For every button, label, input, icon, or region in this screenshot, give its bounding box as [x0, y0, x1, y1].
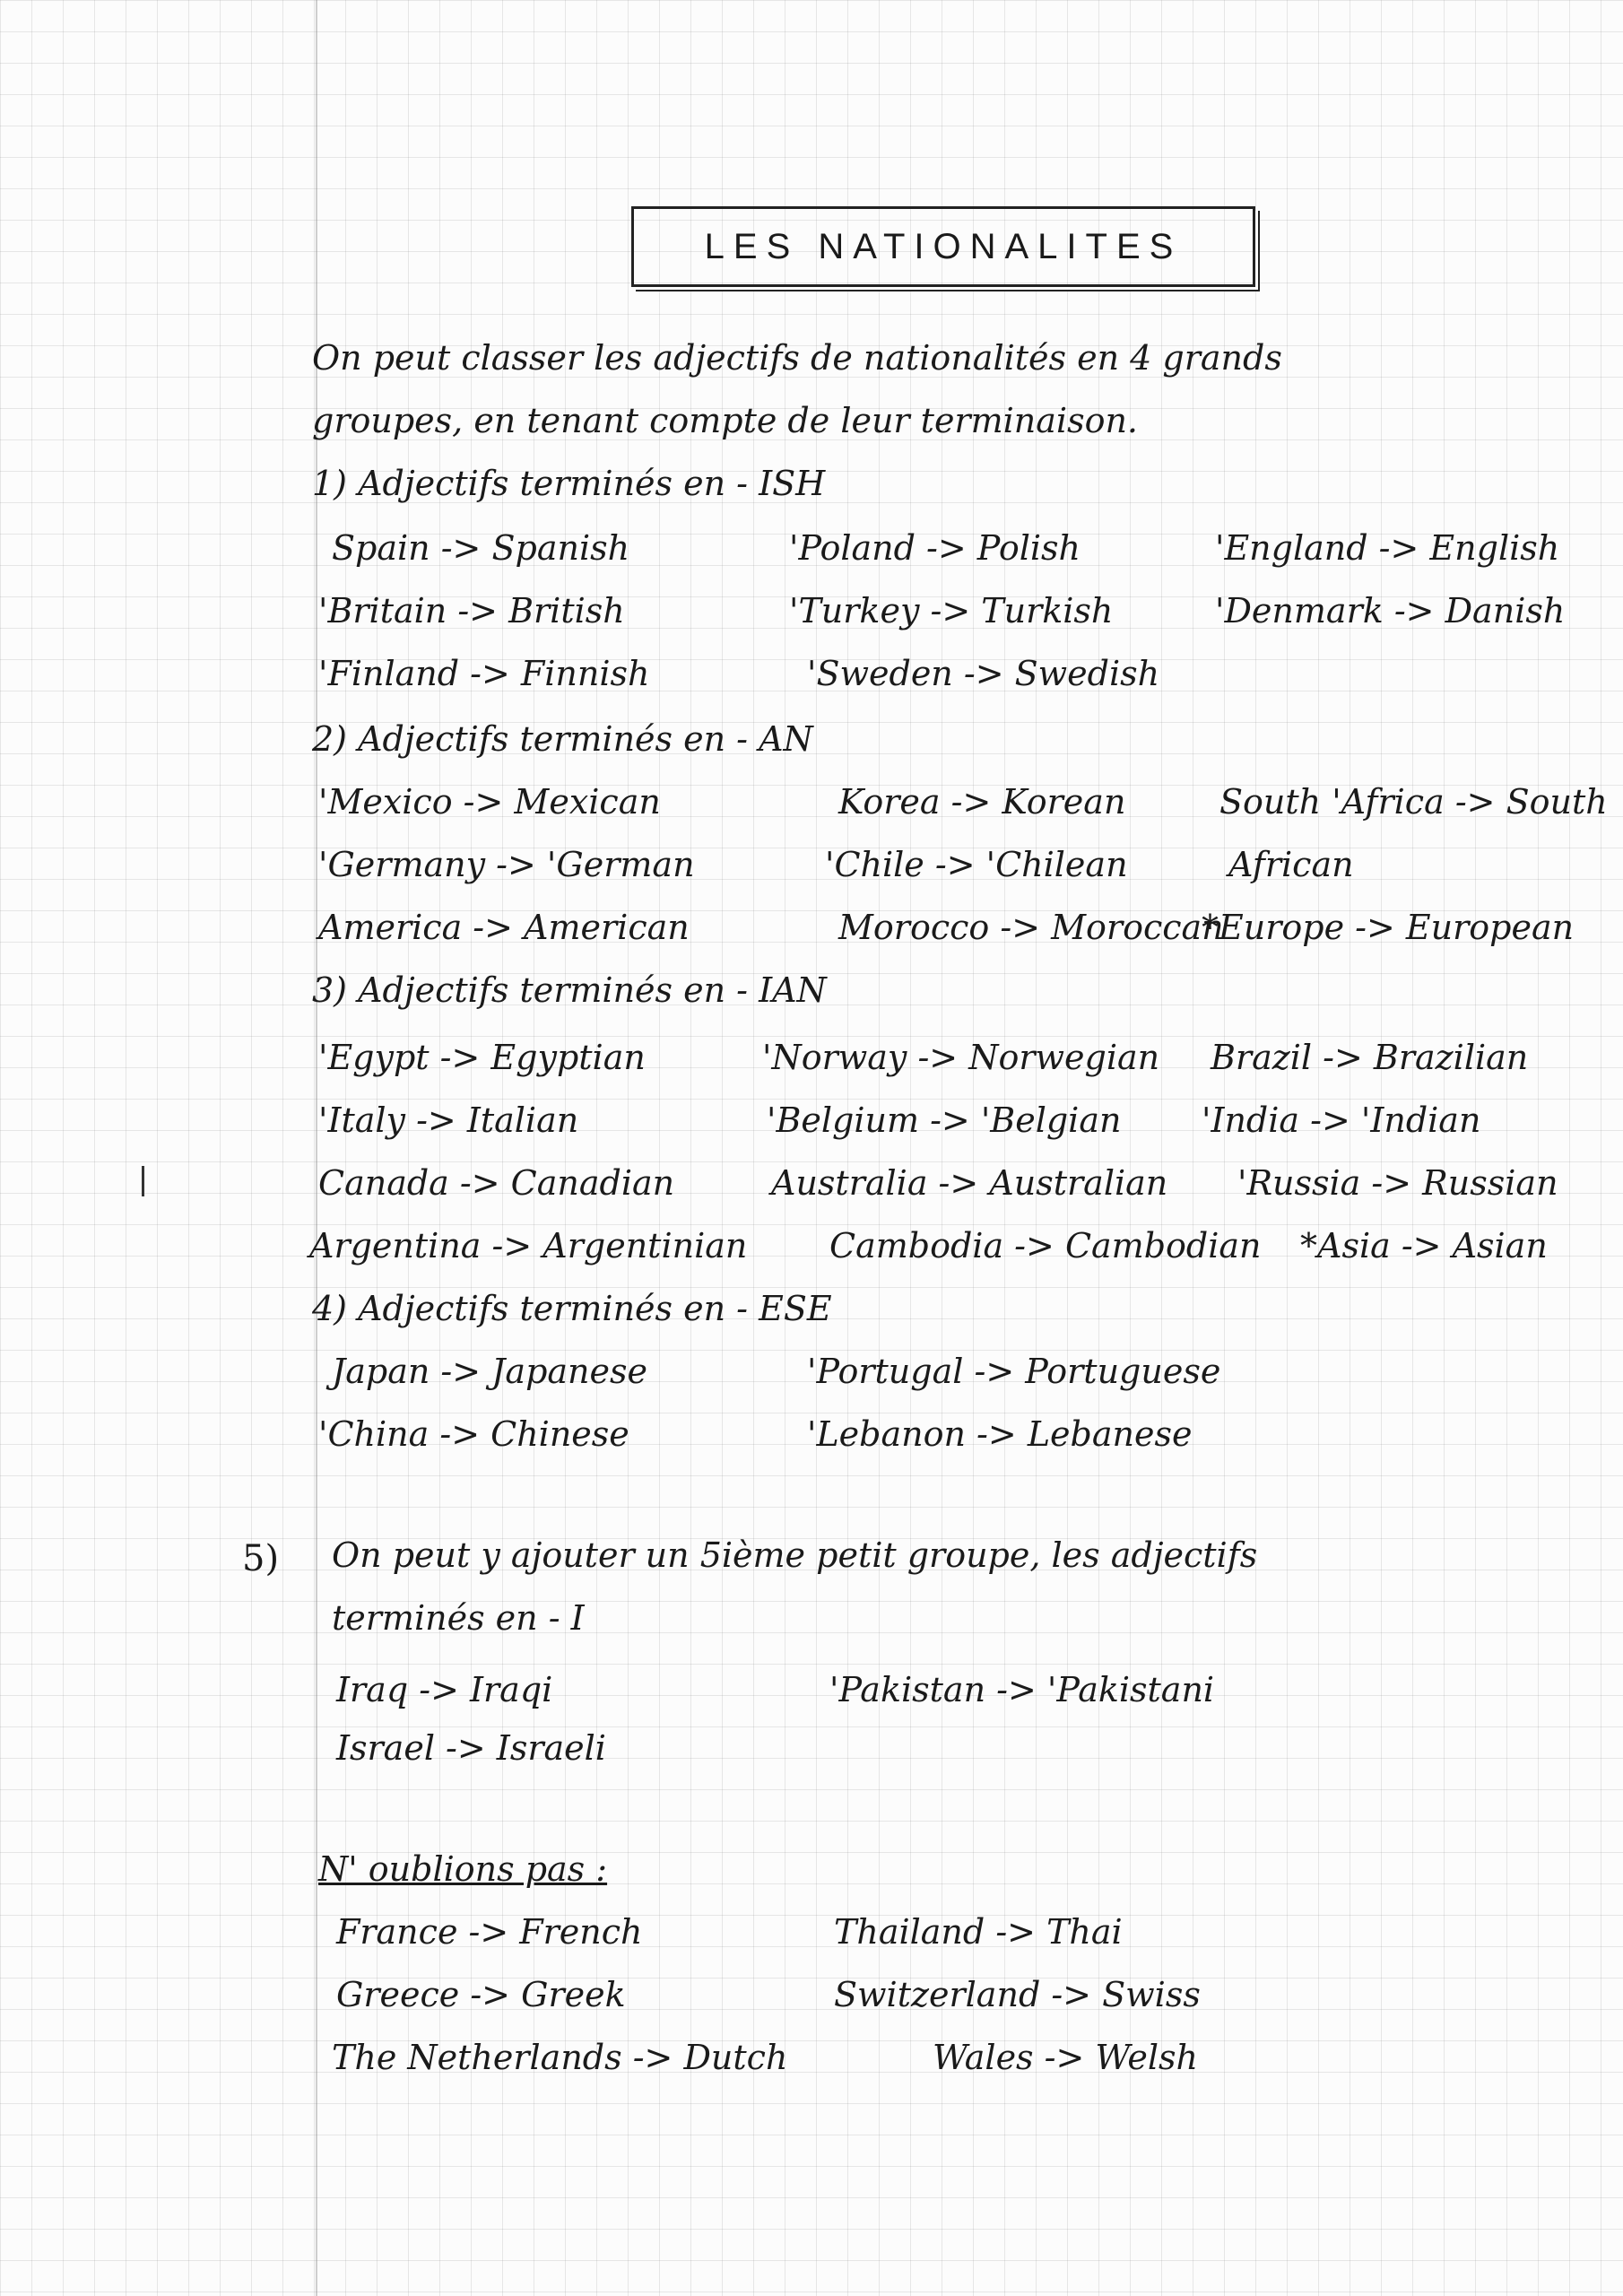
list-item: Switzerland -> Swiss	[834, 1975, 1201, 2014]
list-item: Greece -> Greek	[336, 1975, 626, 2014]
list-item: Spain -> Spanish	[332, 528, 630, 568]
list-item: Wales -> Welsh	[933, 2038, 1198, 2077]
list-item: The Netherlands -> Dutch	[332, 2038, 788, 2077]
section-4-heading: 4) Adjectifs terminés en - ESE	[312, 1289, 832, 1328]
list-item: 'Russia -> Russian	[1237, 1163, 1558, 1203]
list-item: Australia -> Australian	[771, 1163, 1168, 1203]
list-item: 'Denmark -> Danish	[1215, 591, 1566, 631]
intro-line-2: groupes, en tenant compte de leur terminaison.	[312, 401, 1138, 440]
list-item: South 'Africa -> South	[1219, 782, 1608, 822]
section-2-heading: 2) Adjectifs terminés en - AN	[312, 719, 813, 759]
section-5-number: 5)	[242, 1538, 280, 1579]
section-5-line-2: terminés en - I	[332, 1598, 585, 1638]
list-item: 'Turkey -> Turkish	[789, 591, 1114, 631]
list-item: Argentina -> Argentinian	[309, 1226, 748, 1265]
list-item: 'Britain -> British	[318, 591, 625, 631]
list-item: 'Italy -> Italian	[318, 1100, 579, 1140]
list-item: 'India -> 'Indian	[1202, 1100, 1481, 1140]
section-1-heading: 1) Adjectifs terminés en - ISH	[312, 464, 826, 503]
list-item: 'Lebanon -> Lebanese	[807, 1414, 1193, 1454]
list-item: 'Finland -> Finnish	[318, 654, 650, 693]
list-item: France -> French	[336, 1912, 643, 1952]
section-3-heading: 3) Adjectifs terminés en - IAN	[312, 970, 827, 1010]
list-item: 'China -> Chinese	[318, 1414, 629, 1454]
list-item: Korea -> Korean	[838, 782, 1126, 822]
list-item: 'Portugal -> Portuguese	[807, 1352, 1221, 1391]
list-item: Thailand -> Thai	[834, 1912, 1123, 1952]
intro-line-1: On peut classer les adjectifs de nationalités en 4 grands	[312, 338, 1282, 378]
list-item: 'Germany -> 'German	[318, 845, 695, 884]
list-item: 'Mexico -> Mexican	[318, 782, 661, 822]
list-item: Japan -> Japanese	[332, 1352, 648, 1391]
reminder-heading: N' oublions pas :	[318, 1849, 608, 1889]
list-item: 'Chile -> 'Chilean	[825, 845, 1128, 884]
list-item: 'Pakistan -> 'Pakistani	[829, 1670, 1215, 1709]
list-item: Morocco -> Moroccan	[838, 908, 1224, 947]
list-item: Brazil -> Brazilian	[1211, 1038, 1529, 1077]
list-item: *Europe -> European	[1202, 908, 1575, 947]
list-item: 'Norway -> Norwegian	[762, 1038, 1160, 1077]
stray-pen-mark	[142, 1166, 144, 1196]
list-item: *Asia -> Asian	[1300, 1226, 1548, 1265]
list-item: Canada -> Canadian	[318, 1163, 675, 1203]
list-item: 'Belgium -> 'Belgian	[767, 1100, 1122, 1140]
list-item: 'Poland -> Polish	[789, 528, 1081, 568]
list-item: 'Sweden -> Swedish	[807, 654, 1160, 693]
page-title: LES NATIONALITES	[631, 206, 1255, 287]
list-item: 'England -> English	[1215, 528, 1560, 568]
list-item: Cambodia -> Cambodian	[829, 1226, 1262, 1265]
list-item: Israel -> Israeli	[336, 1728, 606, 1768]
list-item: Iraq -> Iraqi	[336, 1670, 553, 1709]
list-item: 'Egypt -> Egyptian	[318, 1038, 646, 1077]
list-item: America -> American	[318, 908, 690, 947]
list-item: African	[1228, 845, 1354, 884]
section-5-line-1: On peut y ajouter un 5ième petit groupe, les adjectifs	[332, 1535, 1258, 1575]
